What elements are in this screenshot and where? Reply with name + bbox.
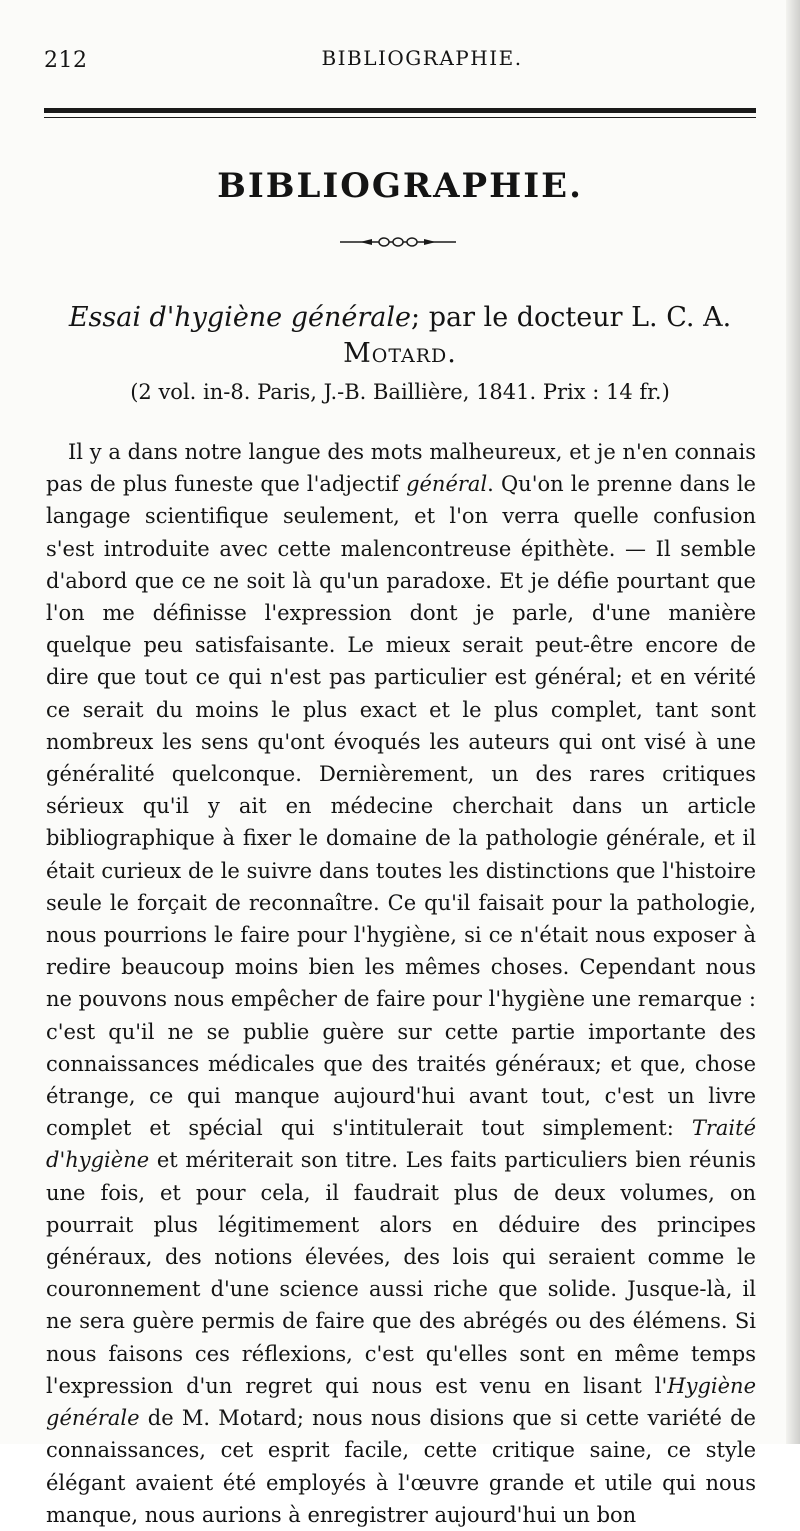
running-head: BIBLIOGRAPHIE. — [321, 46, 523, 70]
body-paragraph — [46, 436, 756, 1531]
body-italic-traite: Traité d'hygiène — [46, 1116, 756, 1173]
body-text-4: de M. Motard; nous nous disions que si cette variété de connaissances, cet esprit facile, cette critique saine, ce style élégant avaient été employés à l'œuvre grande et utile qui nous manque, nous aurions à enregistrer aujourd'hui un bon — [46, 1406, 756, 1527]
book-title — [60, 300, 740, 372]
body-text-1: Il y a dans notre langue des mots malheureux, et je n'en connais pas de plus funeste que l'adjectif — [46, 440, 756, 497]
body-text-2: . Qu'on le prenne dans le langage scientifique seulement, et l'on verra quelle confusion s'est introduite avec cette malencontreuse épithète. — Il semble d'abord que ce ne soit là qu'un paradoxe. Et je défie pourtant que l'on me définisse l'expression dont je parle, d'une manière quelque peu satisfaisante. Le mieux serait peut-être encore de dire que tout ce qui n'est pas particulier est général; et en vérité ce serait du moins le plus exact et le plus complet, tant sont nombreux les sens qu'ont évoqués les auteurs qui ont visé à une généralité quelconque. Dernièrement, un des rares critiques sérieux qu'il y ait en médecine cherchait dans un article bibliographique à fixer le domaine de la pathologie générale, et il était curieux de le suivre dans toutes les distinctions que l'histoire seule le forçait de reconnaître. Ce qu'il faisait pour la pathologie, nous pourrions le faire pour l'hygiène, si ce n'était nous exposer à redire beaucoup moins bien les mêmes choses. Cependant nous ne pouvons nous empêcher de faire pour l'hygiène une remarque : c'est qu'il ne se publie guère sur cette partie importante des connaissances médicales que des traités généraux; et que, chose étrange, ce qui manque aujourd'hui avant tout, c'est un livre complet et spécial qui s'intitulerait tout simplement: — [46, 472, 756, 1141]
book-author: Motard. — [343, 338, 457, 369]
header-rule-thick — [44, 108, 756, 113]
book-title-italic: Essai d'hygiène générale — [68, 302, 411, 333]
header-rule-thin — [44, 117, 756, 118]
section-title: BIBLIOGRAPHIE. — [217, 166, 583, 206]
body-italic-hygiene: Hygiène générale — [46, 1373, 756, 1431]
page-number: 212 — [44, 48, 88, 73]
page-edge-shadow — [786, 0, 800, 1444]
body-text-3: et mériterait son titre. Les faits particuliers bien réunis une fois, et pour cela, il faudrait plus de deux volumes, on pourrait plus légitimement alors en déduire des principes généraux, des notions élevées, des lois qui seraient comme le couronnement d'une science aussi riche que solide. Jusque-là, il ne sera guère permis de faire que des abrégés ou des élémens. Si nous faisons ces réflexions, c'est qu'elles sont en même temps l'expression d'un regret qui nous est venu en lisant l' — [46, 1148, 756, 1398]
page-header — [44, 40, 760, 80]
ornament-divider — [338, 236, 458, 248]
body-italic-general: général — [406, 472, 488, 497]
book-title-byline: par le docteur L. C. A. — [420, 302, 732, 333]
book-title-separator: ; — [411, 302, 421, 333]
book-details: (2 vol. in-8. Paris, J.-B. Baillière, 1841. Prix : 14 fr.) — [130, 380, 670, 404]
article-body — [46, 436, 756, 1531]
